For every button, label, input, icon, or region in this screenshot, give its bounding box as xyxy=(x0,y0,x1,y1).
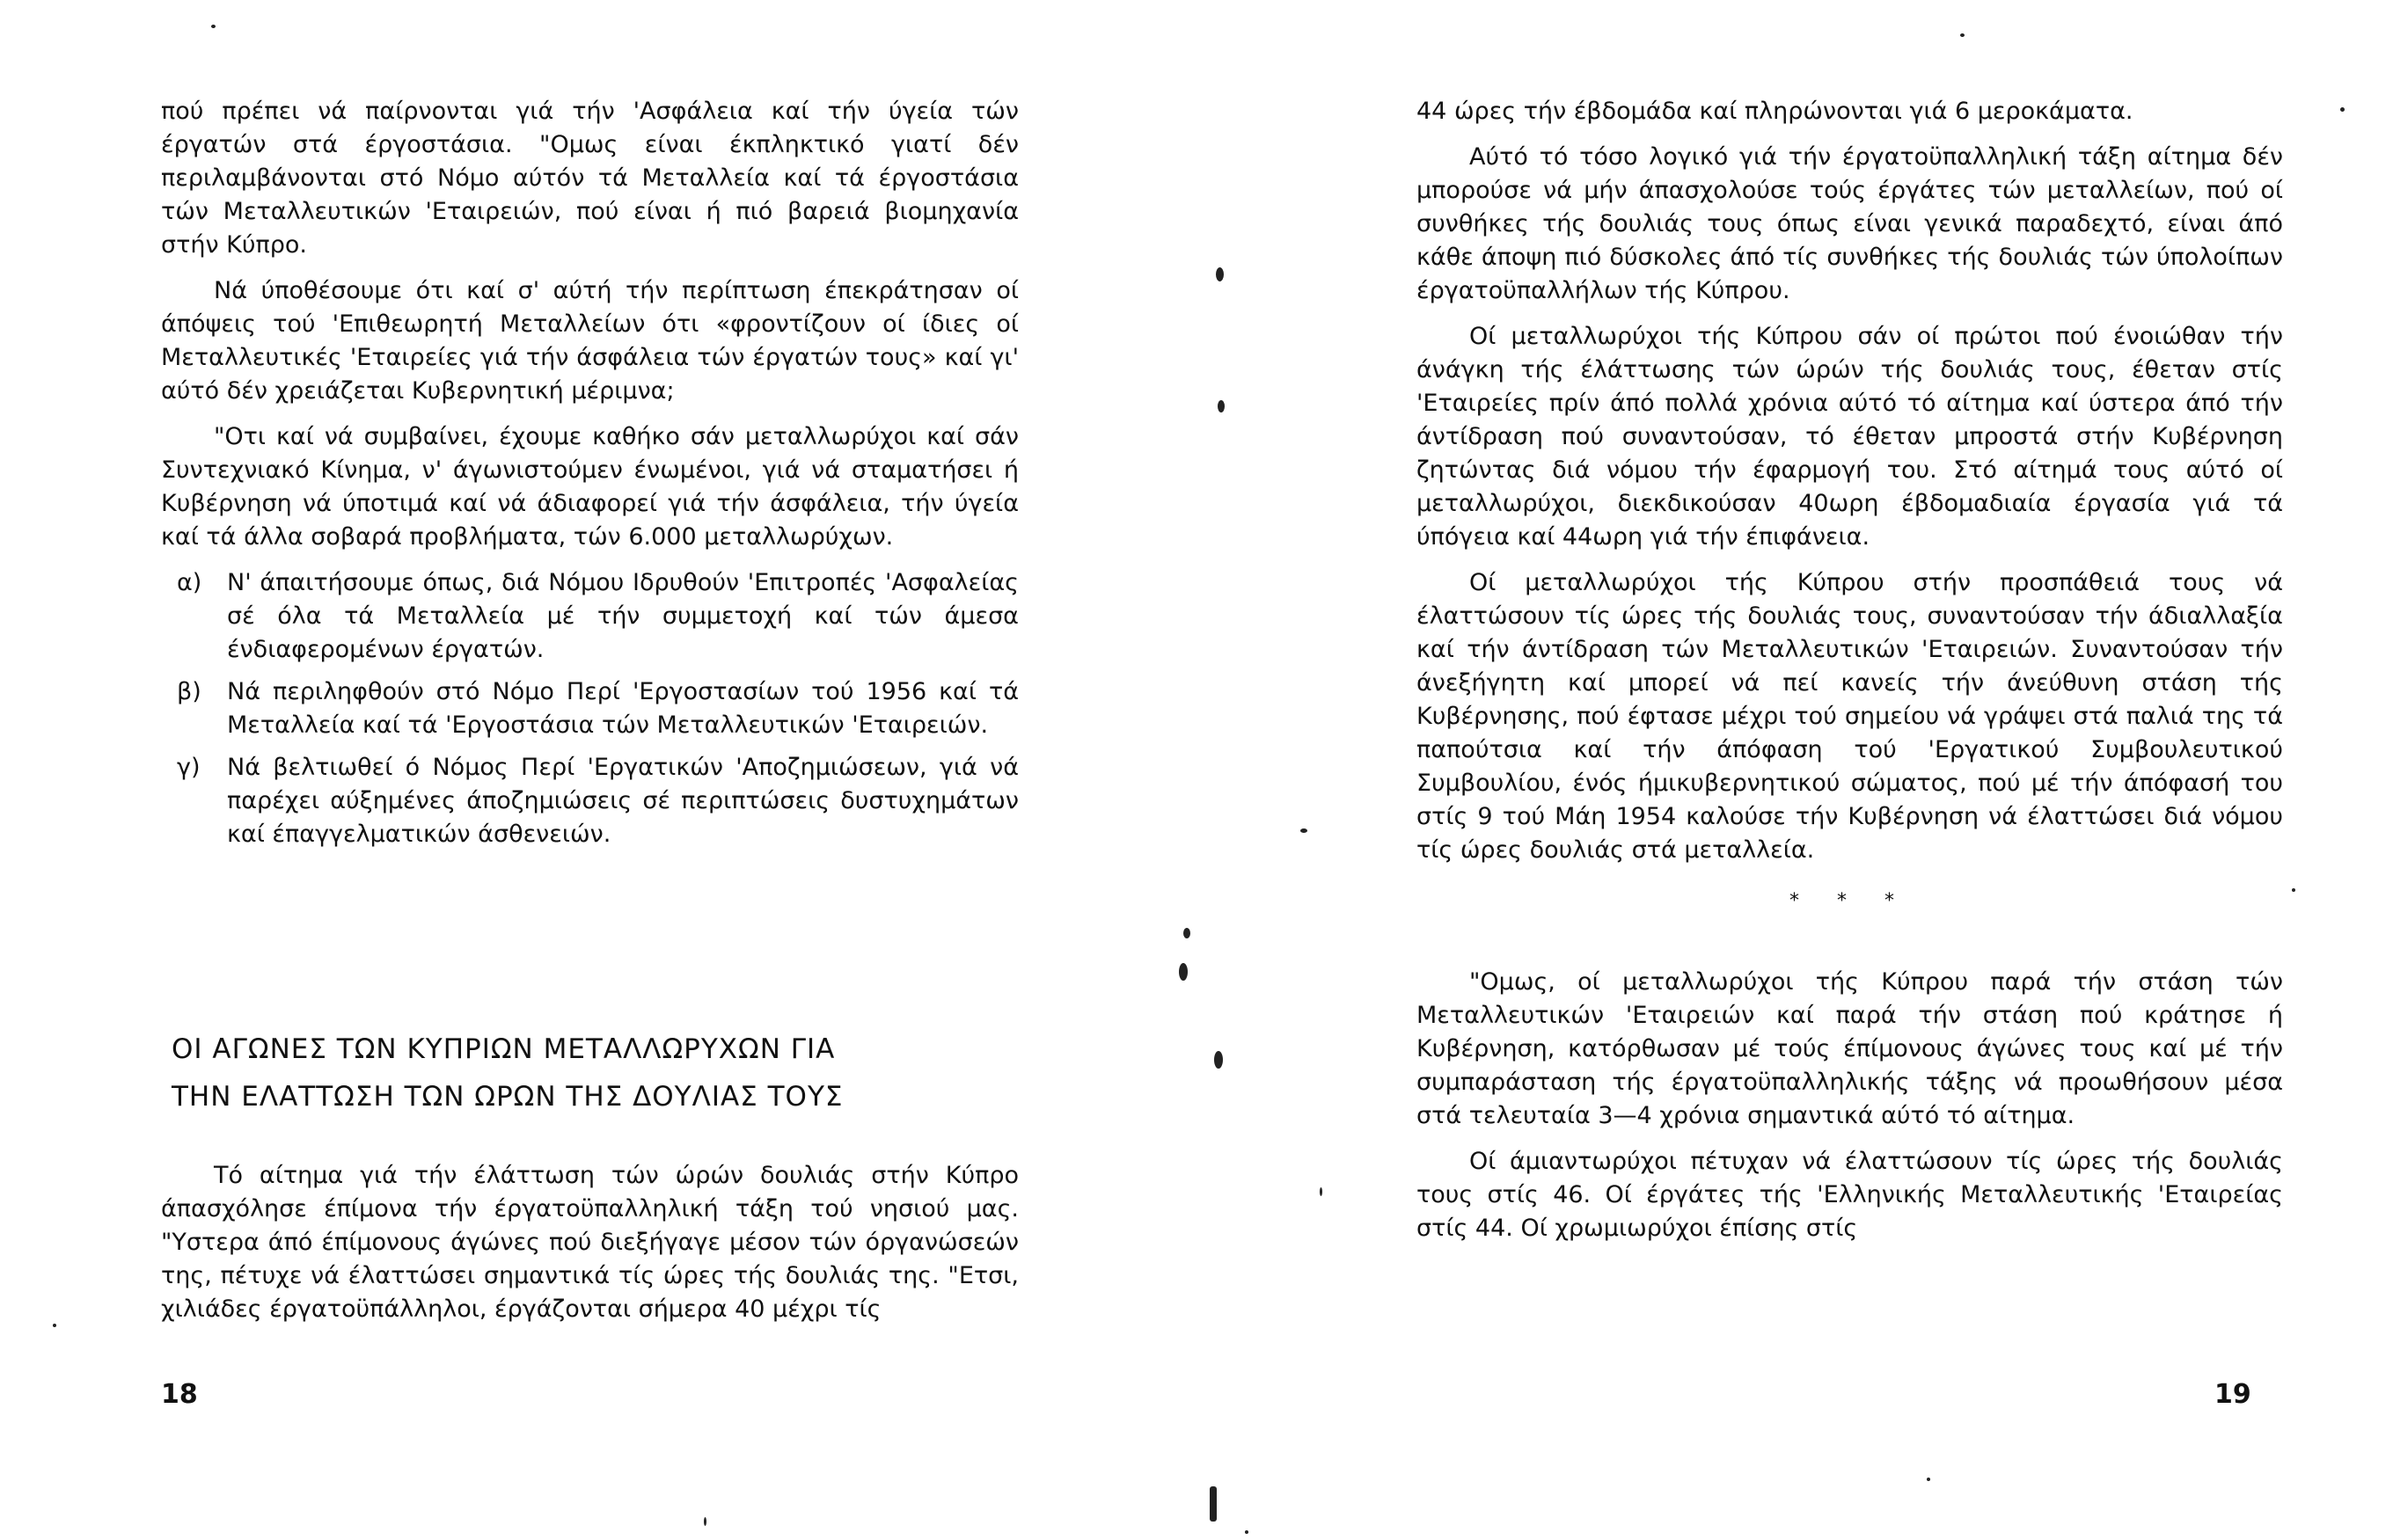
left-paragraph-4: Τό αίτημα γιά τήν έλάττωση τών ώρών δουλιάς στήν Κύπρο άπασχόλησε έπίμονα τήν έργατοϋπαλληλική τάξη τού νησιού μας. "Υστερα άπό έπίμονους άγώνες πού διεξήγαγε μέσον τών όργανώσεών της, πέτυχε νά έλαττώσει σημαντικά τίς ώρες τής δουλιάς της. "Ετσι, χιλιάδες έργατοϋπάλληλοι, έργάζονται σήμερα 40 μέχρι τίς xyxy=(161,1162,1019,1323)
right-body xyxy=(1416,95,2283,1258)
scan-speck xyxy=(2292,888,2295,892)
scan-speck xyxy=(704,1517,706,1526)
section-heading-line-1: ΟΙ ΑΓΩΝΕΣ ΤΩΝ ΚΥΠΡΙΩΝ ΜΕΤΑΛΛΩΡΥΧΩΝ ΓΙΑ xyxy=(172,1033,836,1065)
right-paragraph-3: Οί μεταλλωρύχοι τής Κύπρου σάν οί πρώτοι πού ένοιώθαν τήν άνάγκη τής έλάττωσης τών ώρών τής δουλιάς τους, έθεταν στίς 'Εταιρείες πρίν άπό πολλά χρόνια αύτό τό αίτημα καί ύστερα άπό τήν άντίδραση πού συναντούσαν, τό έθεταν μπροστά στήν Κυβέρνηση ζητώντας διά νόμου τήν έφαρμογή του. Στό αίτημά τους αύτό οί μεταλλωρύχοι, διεκδικούσαν 40ωρη έβδομαδιαία έργασία γιά τά ύπόγεια καί 44ωρη γιά τήν έπιφάνεια. xyxy=(1416,323,2283,551)
scan-speck xyxy=(1210,1486,1217,1522)
demand-item-b xyxy=(161,675,1019,742)
list-marker: γ) xyxy=(177,754,201,781)
scan-speck xyxy=(1214,1051,1223,1069)
demand-item-c xyxy=(161,751,1019,851)
left-paragraph-1: πού πρέπει νά παίρνονται γιά τήν 'Ασφάλεια καί τήν ύγεία τών έργατών στά έργοστάσια. "Ομως είναι έκπληκτικό γιατί δέν περιλαμβάνονται στό Νόμο αύτόν τά Μεταλλεία καί τά έργοστάσια τών Μεταλλευτικών 'Εταιρειών, πού είναι ή πιό βαρειά βιομηχανία στήν Κύπρο. xyxy=(161,98,1019,259)
list-text: Νά περιληφθούν στό Νόμο Περί 'Εργοστασίων τού 1956 καί τά Μεταλλεία καί τά 'Εργοστάσια τών Μεταλλευτικών 'Εταιρειών. xyxy=(227,678,1019,739)
list-text: Νά βελτιωθεί ό Νόμος Περί 'Εργατικών 'Αποζημιώσεων, γιά νά παρέχει αύξημένες άποζημιώσεις σέ περιπτώσεις δυστυχημάτων καί έπαγγελματικών άσθενειών. xyxy=(227,754,1019,848)
scan-speck xyxy=(2340,107,2345,112)
scan-speck xyxy=(1300,828,1307,833)
scan-speck xyxy=(1927,1478,1930,1481)
scan-speck xyxy=(1183,928,1190,938)
scan-speck xyxy=(1245,1530,1248,1534)
left-body-top xyxy=(161,95,1019,860)
scan-speck xyxy=(1960,33,1965,37)
right-page xyxy=(1196,0,2393,1540)
right-paragraph-6: Οί άμιαντωρύχοι πέτυχαν νά έλαττώσουν τίς ώρες τής δουλιάς τους στίς 46. Οί έργάτες τής 'Ελληνικής Μεταλλευτικής 'Εταιρείας στίς 44. Οί χρωμιωρύχοι έπίσης στίς xyxy=(1416,1148,2283,1242)
left-paragraph-2: Νά ύποθέσουμε ότι καί σ' αύτή τήν περίπτωση έπεκράτησαν οί άπόψεις τού 'Επιθεωρητή Μεταλλείων ότι «φροντίζουν οί ίδιες οί Μεταλλευτικές 'Εταιρείες γιά τήν άσφάλεια τών έργατών τους» καί γι' αύτό δέν χρειάζεται Κυβερνητική μέριμνα; xyxy=(161,277,1019,405)
section-separator: * * * xyxy=(1789,890,1910,912)
right-paragraph-4: Οί μεταλλωρύχοι τής Κύπρου στήν προσπάθειά τους νά έλαττώσουν τίς ώρες τής δουλιάς τους, συναντούσαν τήν άδιαλλαξία καί τήν άντίδραση τών Μεταλλευτικών 'Εταιρειών. Συναντούσαν τήν άνεξήγητη καί μπορεί νά πεί κανείς τήν άνεύθυνη στάση τής Κυβέρνησης, πού έφτασε μέχρι τού σημείου νά γράψει στά παλιά της τά παπούτσια καί τήν άπόφαση τού 'Εργατικού Συμβουλευτικού Συμβουλίου, ένός ήμικυβερνητικού σώματος, πού μέ τήν άπόφασή του στίς 9 τού Μάη 1954 καλούσε τήν Κυβέρνηση νά έλαττώσει διά νόμου τίς ώρες δουλιάς στά μεταλλεία. xyxy=(1416,569,2283,864)
scan-speck xyxy=(53,1324,56,1327)
scan-speck xyxy=(211,25,216,28)
demand-item-a xyxy=(161,566,1019,667)
scan-speck xyxy=(1216,267,1224,281)
left-page xyxy=(0,0,1196,1540)
list-text: Ν' άπαιτήσουμε όπως, διά Νόμου Ιδρυθούν 'Επιτροπές 'Ασφαλείας σέ όλα τά Μεταλλεία μέ τήν συμμετοχή καί τών άμεσα ένδιαφερομένων έργατών. xyxy=(227,569,1019,663)
section-heading xyxy=(172,1029,1016,1117)
list-marker: β) xyxy=(177,678,201,705)
page-number-right: 19 xyxy=(2214,1379,2251,1410)
left-paragraph-3: "Οτι καί νά συμβαίνει, έχουμε καθήκο σάν μεταλλωρύχοι καί σάν Συντεχνιακό Κίνημα, ν' άγωνιστούμεν ένωμένοι, γιά νά σταματήσει ή Κυβέρνηση νά ύποτιμά καί νά άδιαφορεί γιά τήν άσφάλεια, τήν ύγεία καί τά άλλα σοβαρά προβλήματα, τών 6.000 μεταλλωρύχων. xyxy=(161,423,1019,551)
list-marker: α) xyxy=(177,569,202,596)
right-paragraph-5: "Ομως, οί μεταλλωρύχοι τής Κύπρου παρά τήν στάση τών Μεταλλευτικών 'Εταιρειών καί παρά τήν στάση πού κράτησε ή Κυβέρνηση, κατόρθωσαν μέ τούς έπίμονους άγώνες τους καί μέ τήν συμπαράσταση τής έργατοϋπαλληλικής τάξης νά προωθήσουν μέσα στά τελευταία 3—4 χρόνια σημαντικά αύτό τό αίτημα. xyxy=(1416,968,2283,1129)
scan-speck xyxy=(1179,963,1188,981)
right-paragraph-1: 44 ώρες τήν έβδομάδα καί πληρώνονται γιά 6 μεροκάματα. xyxy=(1416,98,2133,125)
left-body-bottom xyxy=(161,1159,1019,1339)
scan-speck xyxy=(1320,1187,1322,1196)
right-paragraph-2: Αύτό τό τόσο λογικό γιά τήν έργατοϋπαλληλική τάξη αίτημα δέν μπορούσε νά μήν άπασχολούσε τούς έργάτες τών μεταλλείων, πού οί συνθήκες τής δουλιάς τους όπως είναι γενικά παραδεχτό, είναι άπό κάθε άποψη πιό δύσκολες άπό τίς συνθήκες τής δουλιάς τών ύπολοίπων έργατοϋπαλλήλων τής Κύπρου. xyxy=(1416,143,2283,304)
scan-speck xyxy=(1218,400,1225,412)
page-number-left: 18 xyxy=(161,1379,198,1410)
section-heading-line-2: ΤΗΝ ΕΛΑΤΤΩΣΗ ΤΩΝ ΩΡΩΝ ΤΗΣ ΔΟΥΛΙΑΣ ΤΟΥΣ xyxy=(172,1081,844,1113)
